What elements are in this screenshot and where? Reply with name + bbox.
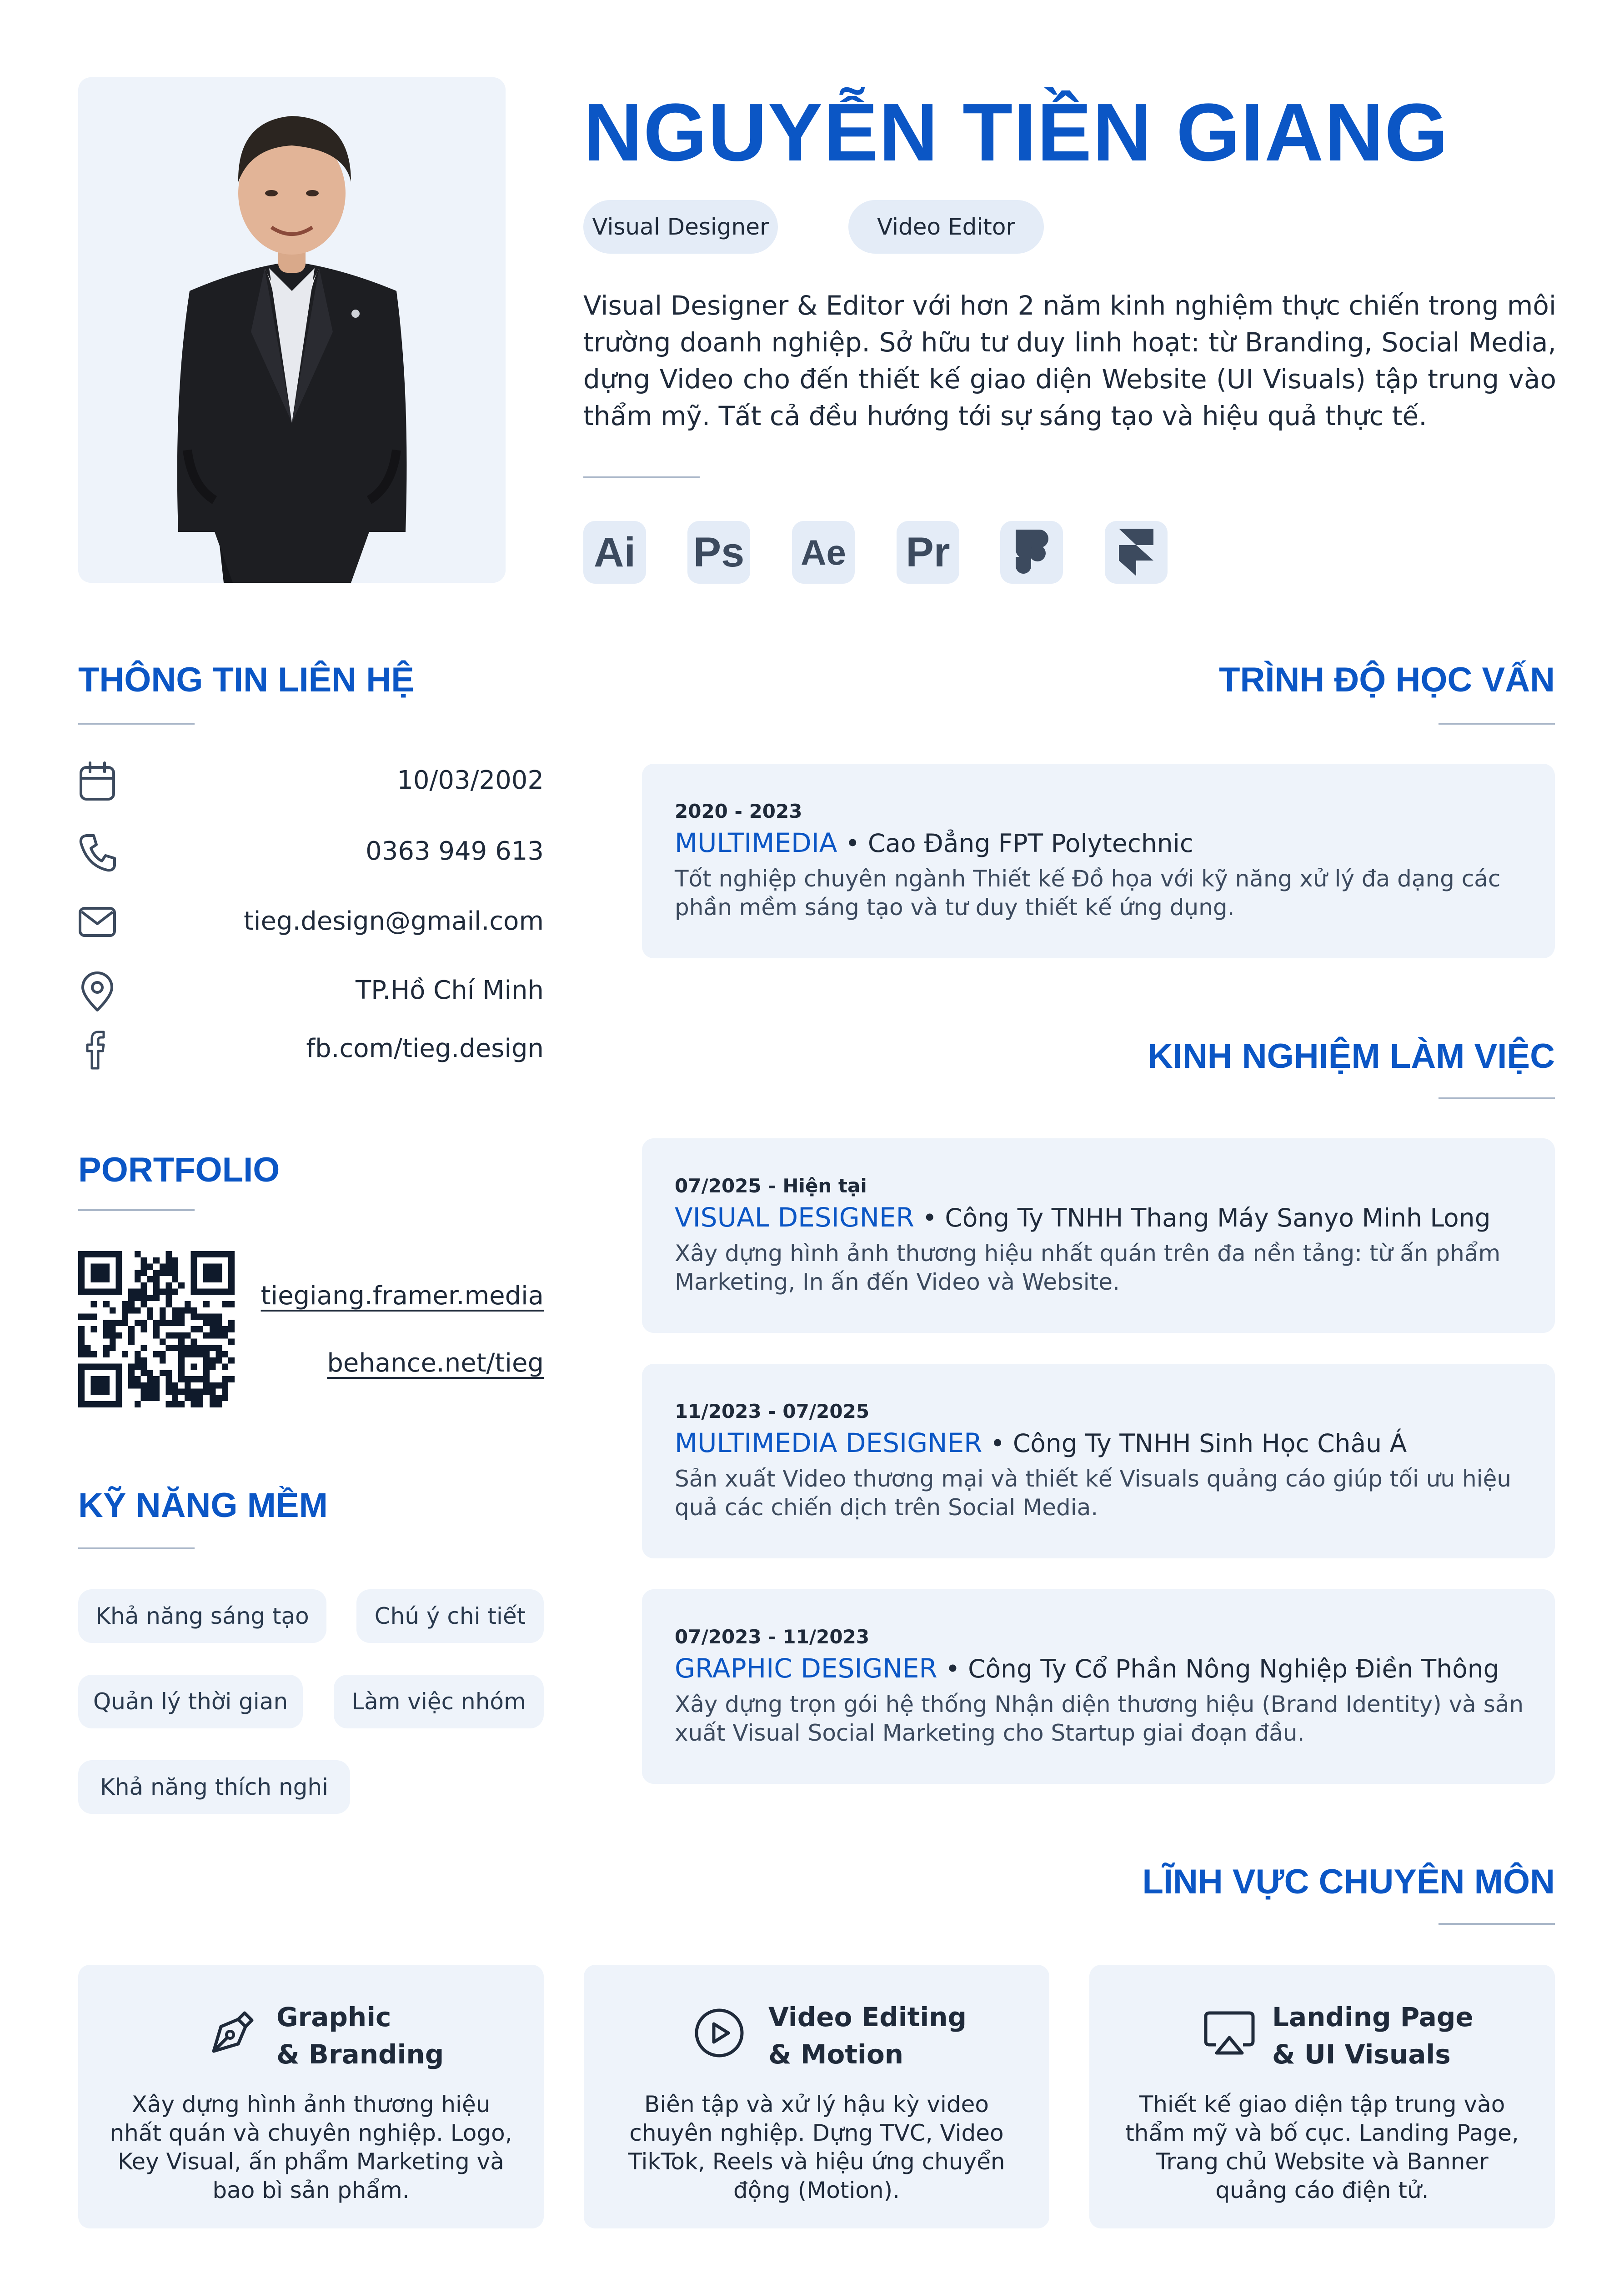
field-card-video (584, 1965, 1049, 2228)
field-card-graphic (78, 1965, 544, 2228)
education-section-title: TRÌNH ĐỘ HỌC VẤN (1219, 661, 1555, 699)
role-pill-video-editor: Video Editor (848, 200, 1044, 254)
email-value[interactable]: tieg.design@gmail.com (243, 906, 544, 936)
illustrator-icon: Ai (583, 521, 646, 584)
experience-date: 11/2023 - 07/2025 (675, 1400, 870, 1422)
experience-description: Xây dựng trọn gói hệ thống Nhận diện thương hiệu (Brand Identity) và sản xuất Visual Social Marketing cho Startup giai đoạn đầu. (675, 1691, 1524, 1746)
experience-heading: GRAPHIC DESIGNER • Công Ty Cổ Phần Nông Nghiệp Điền Thông (675, 1653, 1499, 1684)
divider (583, 476, 700, 478)
experience-date: 07/2025 - Hiện tại (675, 1175, 867, 1197)
experience-description: Xây dựng hình ảnh thương hiệu nhất quán trên đa nền tảng: từ ấn phẩm Marketing, In ấn đến Video và Website. (675, 1240, 1501, 1295)
experience-card (642, 1364, 1555, 1558)
education-description: Tốt nghiệp chuyên ngành Thiết kế Đồ họa với kỹ năng xử lý đa dạng các phần mềm sáng tạo và tư duy thiết kế ứng dụng. (675, 866, 1501, 921)
contact-email (78, 902, 544, 947)
mail-icon (78, 902, 116, 943)
contact-location (78, 971, 544, 1016)
field-card-ui (1089, 1965, 1555, 2228)
experience-heading: VISUAL DESIGNER • Công Ty TNHH Thang Máy Sanyo Minh Long (675, 1202, 1491, 1233)
divider (1439, 1097, 1555, 1099)
role-pill-visual-designer: Visual Designer (583, 200, 778, 254)
fields-section-title: LĨNH VỰC CHUYÊN MÔN (1142, 1862, 1555, 1901)
divider (1439, 1923, 1555, 1925)
skill-chip: Khả năng sáng tạo (78, 1589, 326, 1643)
skill-chip: Khả năng thích nghi (78, 1760, 350, 1814)
experience-card (642, 1138, 1555, 1333)
facebook-value[interactable]: fb.com/tieg.design (306, 1034, 544, 1063)
portfolio-link-behance[interactable]: behance.net/tieg (327, 1348, 544, 1378)
profile-photo (78, 77, 506, 583)
education-heading: MULTIMEDIA • Cao Đẳng FPT Polytechnic (675, 827, 1194, 858)
intro-paragraph: Visual Designer & Editor với hơn 2 năm kinh nghiệm thực chiến trong môi trường doanh nghiệp. Sở hữu tư duy linh hoạt: từ Branding, Social Media, dựng Video cho đến thiết kế giao diện Website (UI Visuals) tập trung vào thẩm mỹ. Tất cả đều hướng tới sự sáng tạo và hiệu quả thực tế. (583, 290, 1556, 431)
map-pin-icon (78, 971, 116, 1012)
experience-heading: MULTIMEDIA DESIGNER • Công Ty TNHH Sinh Học Châu Á (675, 1427, 1407, 1458)
experience-description: Sản xuất Video thương mại và thiết kế Visuals quảng cáo giúp tối ưu hiệu quả các chiến dịch trên Social Media. (675, 1466, 1512, 1521)
experience-card (642, 1589, 1555, 1784)
education-date: 2020 - 2023 (675, 800, 802, 822)
after-effects-icon: Ae (792, 521, 855, 584)
airplay-icon (1202, 2006, 1257, 2060)
contact-section-title: THÔNG TIN LIÊN HỆ (78, 661, 414, 699)
contact-facebook (78, 1029, 544, 1075)
divider (78, 1547, 195, 1549)
pen-tool-icon (205, 2006, 259, 2060)
premiere-icon: Pr (897, 521, 959, 584)
portfolio-link-framer[interactable]: tiegiang.framer.media (261, 1281, 544, 1311)
divider (78, 1209, 195, 1211)
divider (78, 723, 195, 725)
qr-code[interactable] (78, 1251, 235, 1407)
phone-value[interactable]: 0363 949 613 (366, 836, 544, 866)
experience-section-title: KINH NGHIỆM LÀM VIỆC (1148, 1037, 1555, 1076)
field-description: Thiết kế giao diện tập trung vào thẩm mỹ và bố cục. Landing Page, Trang chủ Website và Banner quảng cáo điện tử. (1125, 2091, 1519, 2203)
skill-chip: Chú ý chi tiết (356, 1589, 544, 1643)
field-title: Video Editing & Motion (768, 2002, 967, 2070)
facebook-icon (78, 1029, 116, 1070)
skill-chip: Quản lý thời gian (78, 1675, 303, 1728)
candidate-name: NGUYỄN TIỀN GIANG (583, 87, 1449, 178)
divider (1439, 723, 1555, 725)
phone-icon (78, 832, 116, 873)
location-value: TP.Hồ Chí Minh (355, 976, 544, 1005)
field-description: Biên tập và xử lý hậu kỳ video chuyên nghiệp. Dựng TVC, Video TikTok, Reels và hiệu ứng chuyển động (Motion). (628, 2091, 1005, 2203)
figma-icon (1000, 521, 1063, 584)
framer-icon (1105, 521, 1168, 584)
field-title: Landing Page & UI Visuals (1272, 2002, 1474, 2070)
contact-birthday (78, 761, 544, 806)
field-description: Xây dựng hình ảnh thương hiệu nhất quán và chuyên nghiệp. Logo, Key Visual, ấn phẩm Marketing và bao bì sản phẩm. (110, 2091, 512, 2203)
field-title: Graphic & Branding (276, 2002, 444, 2070)
calendar-icon (78, 761, 116, 802)
soft-skills-section-title: KỸ NĂNG MỀM (78, 1486, 328, 1525)
education-card (642, 764, 1555, 958)
birthday-value: 10/03/2002 (397, 766, 544, 795)
photoshop-icon: Ps (687, 521, 750, 584)
play-circle-icon (692, 2006, 747, 2060)
experience-date: 07/2023 - 11/2023 (675, 1626, 870, 1648)
contact-phone (78, 832, 544, 877)
skill-chip: Làm việc nhóm (334, 1675, 544, 1728)
portfolio-section-title: PORTFOLIO (78, 1151, 280, 1189)
